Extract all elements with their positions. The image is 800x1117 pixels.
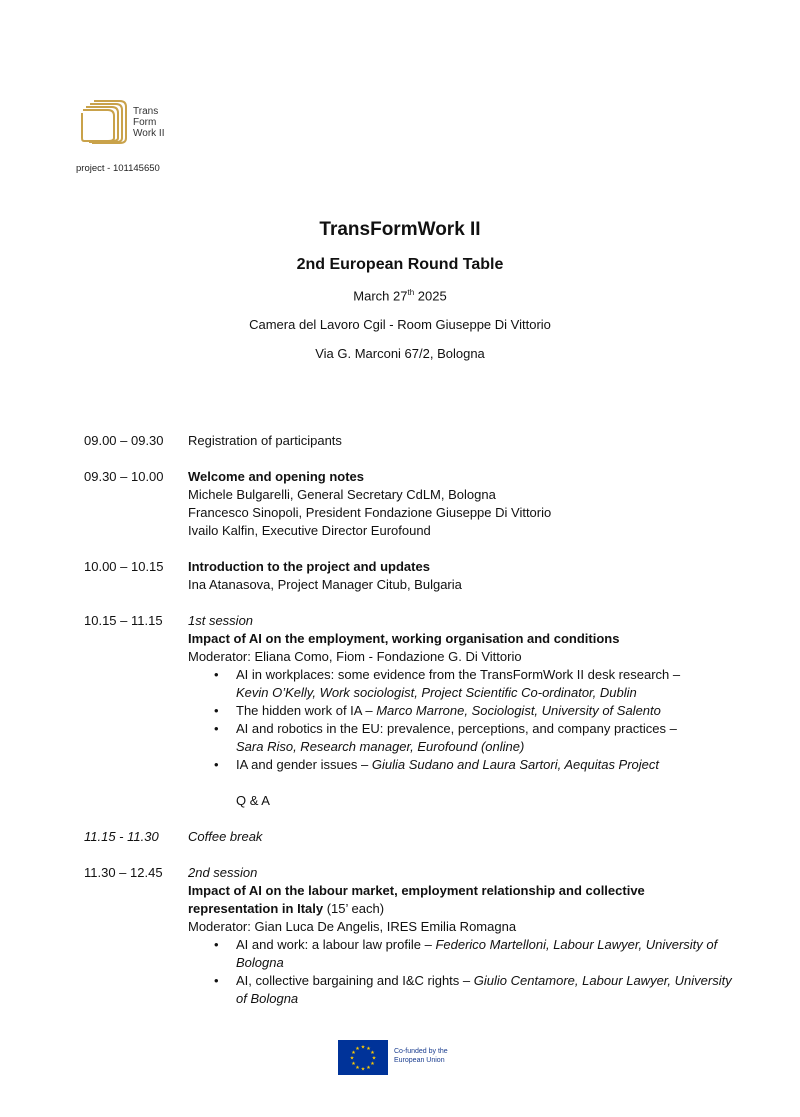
eu-star-icon: ★ bbox=[351, 1061, 356, 1067]
eu-star-icon: ★ bbox=[355, 1045, 360, 1052]
moderator-line: Moderator: Eliana Como, Fiom - Fondazione G. Di Vittorio bbox=[188, 649, 522, 664]
talk-item: • The hidden work of IA – Marco Marrone, Sociologist, University of Salento bbox=[236, 702, 734, 720]
speaker-line: Ivailo Kalfin, Executive Director Eurofound bbox=[188, 523, 431, 538]
eu-star-icon: ★ bbox=[349, 1055, 355, 1062]
eu-funding-label: Co-funded by the European Union bbox=[394, 1048, 448, 1064]
eu-flag-icon bbox=[338, 1040, 388, 1075]
eu-star-icon: ★ bbox=[366, 1065, 371, 1072]
eu-star-icon: ★ bbox=[366, 1045, 371, 1052]
logo-text: Trans Form Work II bbox=[133, 106, 165, 139]
agenda-time: 09.30 – 10.00 bbox=[84, 469, 164, 484]
agenda-title: Welcome and opening notes bbox=[188, 469, 365, 484]
agenda-title: Impact of AI on the labour market, employment relationship and collective representation in Italy (15’ each) bbox=[188, 883, 645, 916]
project-id: project - 101145650 bbox=[76, 163, 160, 174]
talk-item: • AI, collective bargaining and I&C rights – Giulio Centamore, Labour Lawyer, University of Bologna bbox=[236, 972, 734, 1008]
eu-star-icon: ★ bbox=[370, 1061, 375, 1067]
talk-item: • AI in workplaces: some evidence from the TransFormWork II desk research – Kevin O’Kelly, Work sociologist, Project Scientific Co-ordinator, Dublin bbox=[236, 666, 734, 702]
agenda-row bbox=[84, 612, 734, 810]
logo-mark-icon bbox=[80, 98, 130, 146]
talk-list bbox=[188, 936, 734, 1008]
event-address: Via G. Marconi 67/2, Bologna bbox=[315, 346, 485, 361]
talk-item: • AI and robotics in the EU: prevalence, perceptions, and company practices – Sara Riso, Research manager, Eurofound (online) bbox=[236, 720, 734, 756]
eu-star-icon: ★ bbox=[355, 1065, 360, 1072]
eu-star-icon: ★ bbox=[370, 1050, 375, 1056]
session-label: 2nd session bbox=[188, 865, 258, 880]
agenda-time: 11.30 – 12.45 bbox=[84, 865, 163, 880]
agenda-row bbox=[84, 432, 734, 450]
event-date: March 27th 2025 bbox=[353, 288, 447, 304]
eu-star-icon: ★ bbox=[371, 1055, 377, 1062]
agenda-time: 10.00 – 10.15 bbox=[84, 559, 164, 574]
agenda-row bbox=[84, 468, 734, 540]
speaker-line: Ina Atanasova, Project Manager Citub, Bulgaria bbox=[188, 577, 462, 592]
agenda-title: Impact of AI on the employment, working organisation and conditions bbox=[188, 631, 620, 646]
transformwork-logo bbox=[80, 98, 180, 146]
agenda-title: Introduction to the project and updates bbox=[188, 559, 430, 574]
event-venue: Camera del Lavoro Cgil - Room Giuseppe Di Vittorio bbox=[249, 317, 551, 332]
eu-star-icon: ★ bbox=[360, 1066, 366, 1073]
talk-list bbox=[188, 666, 734, 774]
agenda-row bbox=[84, 828, 734, 846]
talk-item: • AI and work: a labour law profile – Federico Martelloni, Labour Lawyer, University of Bologna bbox=[236, 936, 734, 972]
agenda bbox=[84, 432, 734, 1026]
page-subtitle: 2nd European Round Table bbox=[296, 256, 504, 273]
speaker-line: Michele Bulgarelli, General Secretary CdLM, Bologna bbox=[188, 487, 496, 502]
page-title: TransFormWork II bbox=[319, 219, 481, 240]
agenda-time: 11.15 - 11.30 bbox=[84, 829, 159, 844]
qa-label: Q & A bbox=[236, 793, 270, 808]
talk-item: • IA and gender issues – Giulia Sudano and Laura Sartori, Aequitas Project bbox=[236, 756, 734, 774]
agenda-row bbox=[84, 864, 734, 1008]
session-label: 1st session bbox=[188, 613, 254, 628]
eu-star-icon: ★ bbox=[360, 1044, 366, 1051]
agenda-time: 09.00 – 09.30 bbox=[84, 433, 164, 448]
agenda-row bbox=[84, 558, 734, 594]
agenda-title: Registration of participants bbox=[188, 433, 342, 448]
agenda-time: 10.15 – 11.15 bbox=[84, 613, 163, 628]
speaker-line: Francesco Sinopoli, President Fondazione Giuseppe Di Vittorio bbox=[188, 505, 552, 520]
eu-star-icon: ★ bbox=[351, 1050, 356, 1056]
agenda-title: Coffee break bbox=[188, 829, 263, 844]
moderator-line: Moderator: Gian Luca De Angelis, IRES Emilia Romagna bbox=[188, 919, 517, 934]
